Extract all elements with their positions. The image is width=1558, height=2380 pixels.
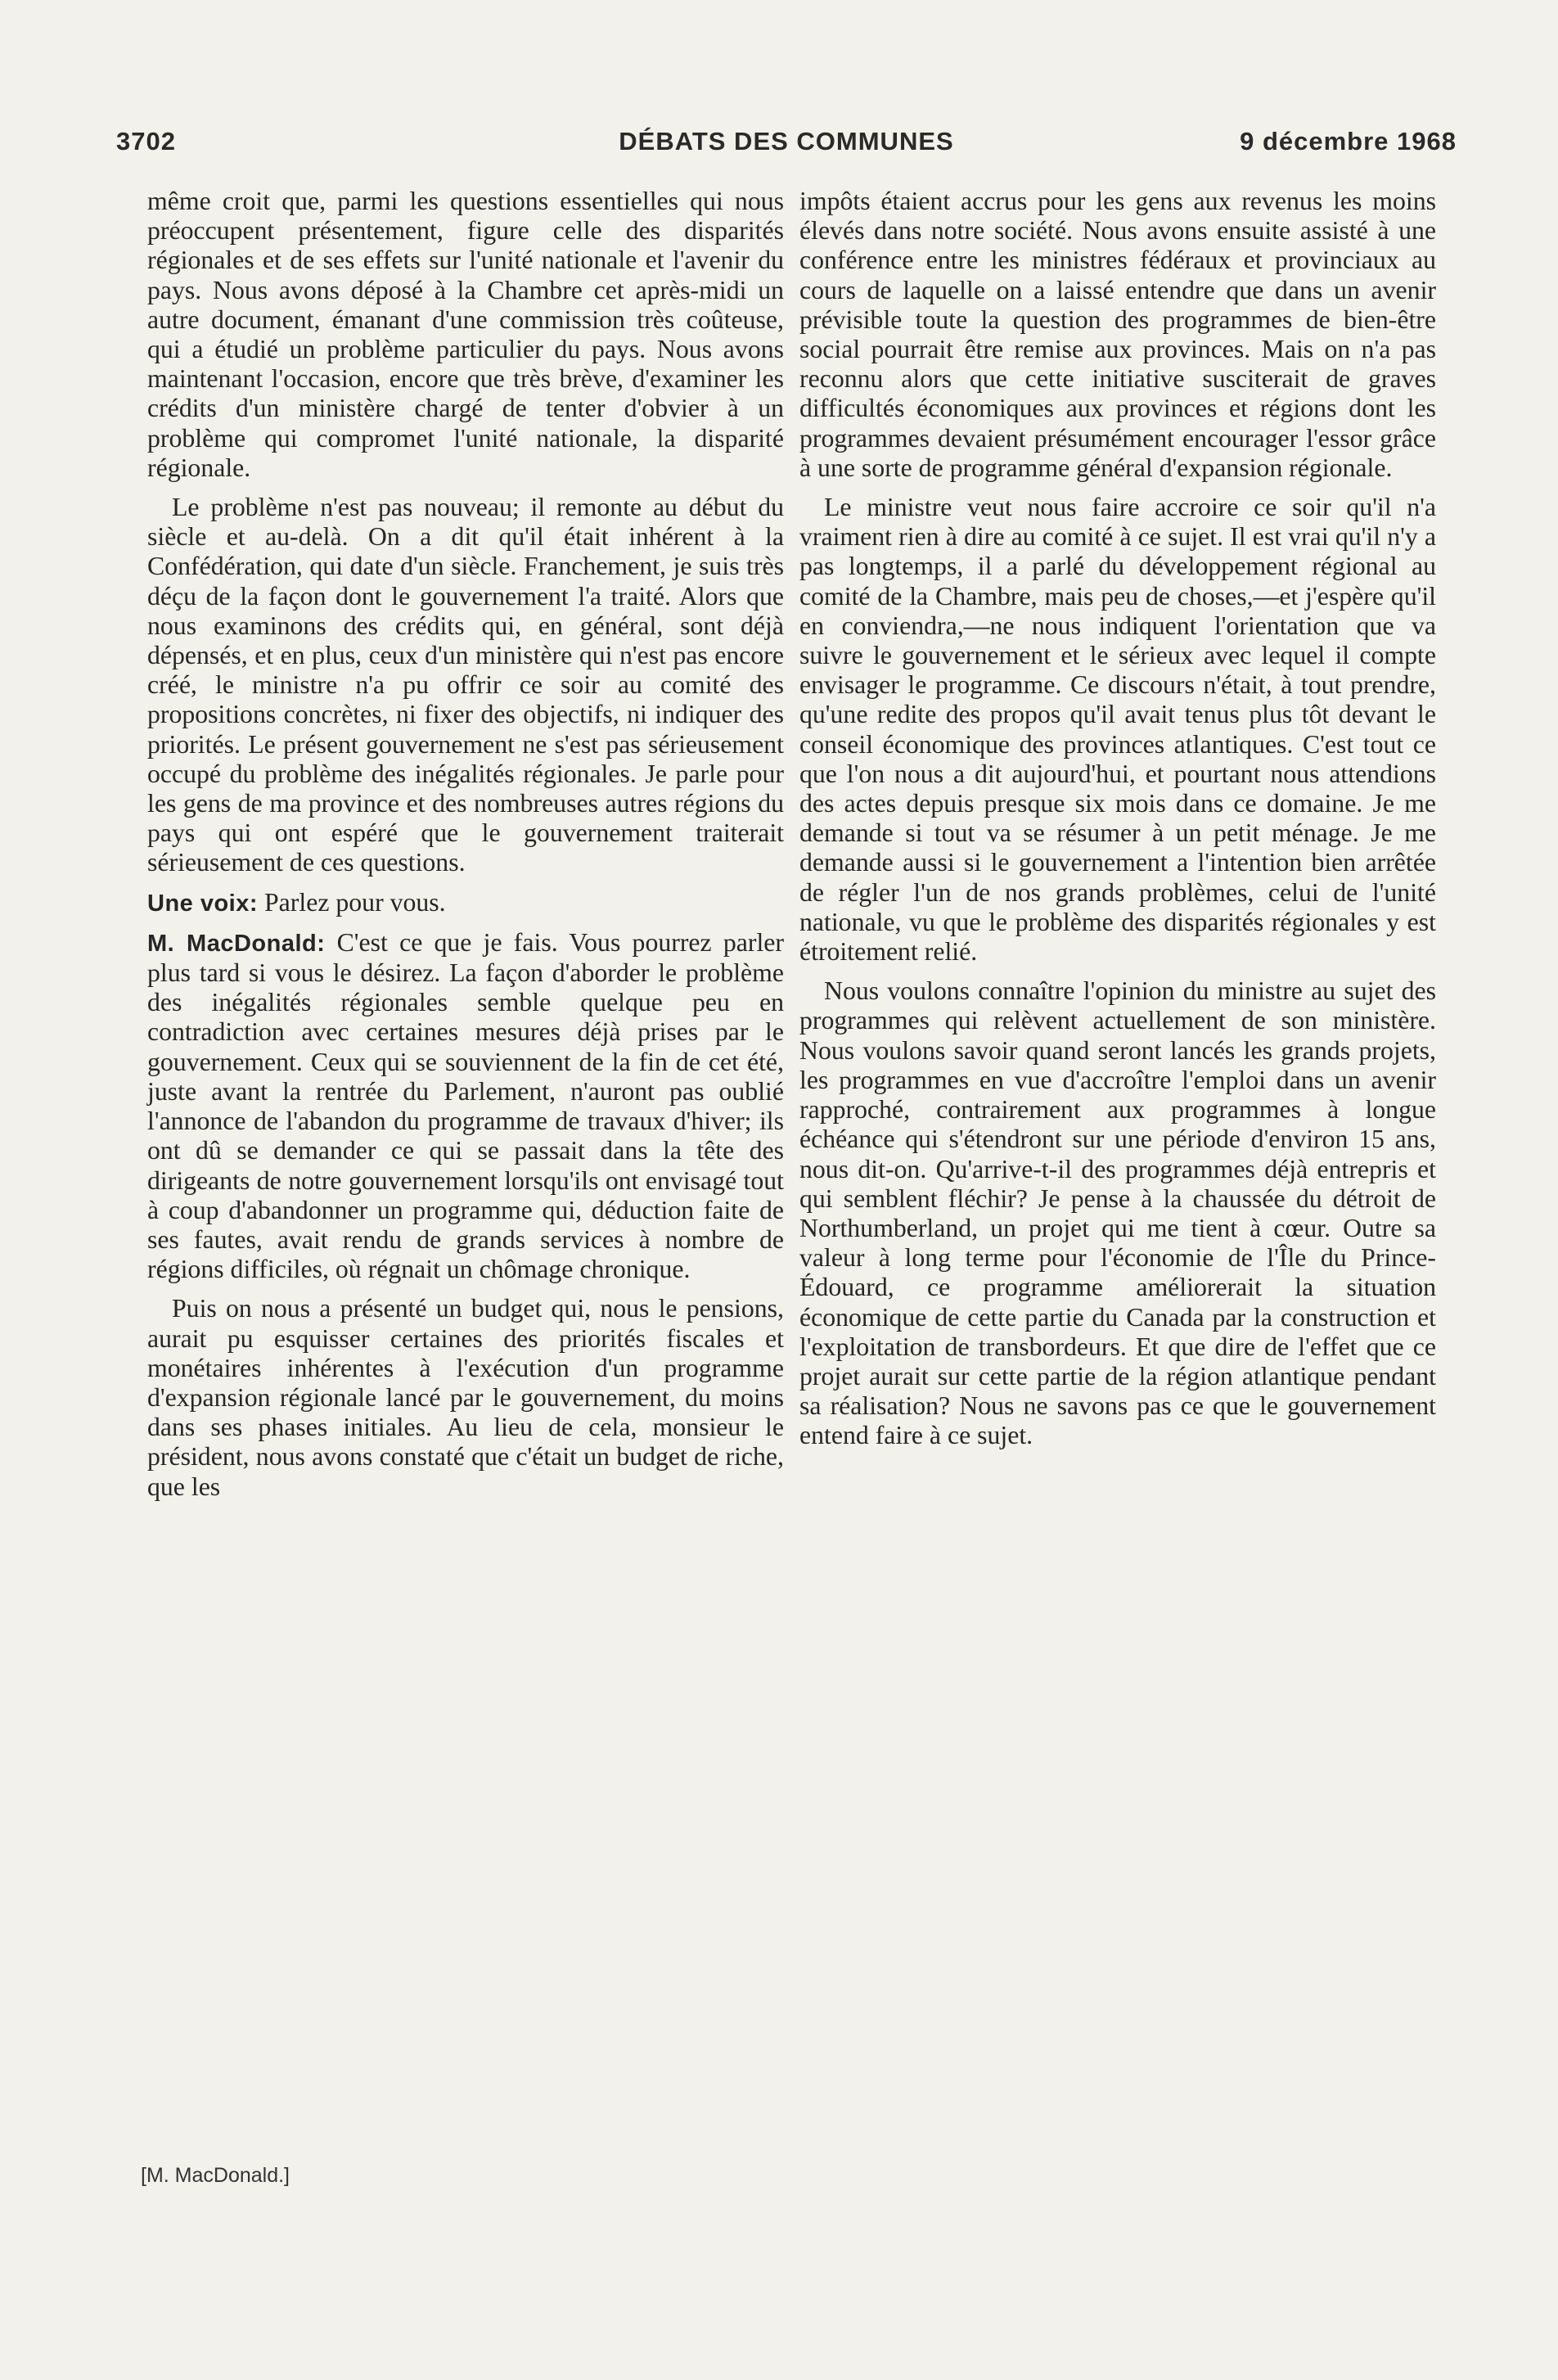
speech-text: C'est ce que je fais. Vous pourrez parler plus tard si vous le désirez. La façon d'aborder le problème des inégalités régionales semble quelque peu en contradiction avec certaines mesures déjà prises par le gouvernement. Ceux qui se souviennent de la fin de cet été, juste avant la rentrée du Parlement, n'auront pas oublié l'annonce de l'abandon du programme de travaux d'hiver; ils ont dû se demander ce qui se passait dans la tête des dirigeants de notre gouvernement lorsqu'ils ont envisagé tout à coup d'abandonner un programme qui, déduction faite de ses fautes, avait rendu de grands services à nombre de régions difficiles, où régnait un chômage chronique. <box>147 927 784 1284</box>
paragraph: impôts étaient accrus pour les gens aux revenus les moins élevés dans notre société. Nous avons ensuite assisté à une conférence entre les ministres fédéraux et provinciaux au cours de laquelle on a laissé entendre que dans un avenir prévisible toute la question des programmes de bien-être social pourrait être remise aux provinces. Mais on n'a pas reconnu alors que cette initiative susciterait de graves difficultés économiques aux provinces et régions dont les programmes devaient présumément encourager l'essor grâce à une sorte de programme général d'expansion régionale. <box>799 187 1436 482</box>
speaker-name: Une voix: <box>147 890 259 917</box>
left-column <box>147 187 784 1512</box>
paragraph: Puis on nous a présenté un budget qui, nous le pensions, aurait pu esquisser certaines des priorités fiscales et monétaires inhérentes à l'exécution d'un programme d'expansion régionale lancé par le gouvernement, du moins dans ses phases initiales. Au lieu de cela, monsieur le président, nous avons constaté que c'était un budget de riche, que les <box>147 1294 784 1501</box>
paragraph: Nous voulons connaître l'opinion du ministre au sujet des programmes qui relèvent actuellement de son ministère. Nous voulons savoir quand seront lancés les grands projets, les programmes en vue d'accroître l'emploi dans un avenir rapproché, contrairement aux programmes à longue échéance qui s'étendront sur une période d'environ 15 ans, nous dit-on. Qu'arrive-t-il des programmes déjà entrepris et qui semblent fléchir? Je pense à la chaussée du détroit de Northumberland, un projet qui me tient à cœur. Outre sa valeur à long terme pour l'économie de l'Île du Prince-Édouard, ce programme améliorerait la situation économique de cette partie du Canada par la construction et l'exploitation de transbordeurs. Et que dire de l'effet que ce projet aurait sur cette partie de la région atlantique pendant sa réalisation? Nous ne savons pas ce que le gouvernement entend faire à ce sujet. <box>799 976 1436 1450</box>
speaker-name: M. MacDonald: <box>147 930 326 957</box>
paragraph: même croit que, parmi les questions essentielles qui nous préoccupent présentement, figure celle des disparités régionales et de ses effets sur l'unité nationale et l'avenir du pays. Nous avons déposé à la Chambre cet après-midi un autre document, émanant d'une commission très coûteuse, qui a étudié un problème particulier du pays. Nous avons maintenant l'occasion, encore que très brève, d'examiner les crédits d'un ministère chargé de tenter d'obvier à un problème qui compromet l'unité nationale, la disparité régionale. <box>147 187 784 482</box>
speaker-footnote: [M. MacDonald.] <box>141 2164 290 2187</box>
page-date: 9 décembre 1968 <box>1240 127 1457 156</box>
paragraph: Le problème n'est pas nouveau; il remonte au début du siècle et au-delà. On a dit qu'il était inhérent à la Confédération, qui date d'un siècle. Franchement, je suis très déçu de la façon dont le gouvernement l'a traité. Alors que nous examinons des crédits qui, en général, sont déjà dépensés, et en plus, ceux d'un ministère qui n'est pas encore créé, le ministre n'a pu offrir ce soir au comité des propositions concrètes, ni fixer des objectifs, ni indiquer des priorités. Le présent gouvernement ne s'est pas sérieusement occupé du problème des inégalités régionales. Je parle pour les gens de ma province et des nombreuses autres régions du pays qui ont espéré que le gouvernement traiterait sérieusement de ces questions. <box>147 493 784 877</box>
publication-title: DÉBATS DES COMMUNES <box>619 127 954 156</box>
page-header <box>116 127 1457 168</box>
speech-text: Parlez pour vous. <box>258 887 446 917</box>
paragraph: Le ministre veut nous faire accroire ce soir qu'il n'a vraiment rien à dire au comité à ce sujet. Il est vrai qu'il n'y a pas longtemps, il a parlé du développement régional au comité de la Chambre, mais peu de choses,—et j'espère qu'il en conviendra,—ne nous indiquent l'orientation que va suivre le gouvernement et le sérieux avec lequel il compte envisager le programme. Ce discours n'était, à tout prendre, qu'une redite des propos qu'il avait tenus plus tôt devant le conseil économique des provinces atlantiques. C'est tout ce que l'on nous a dit aujourd'hui, et pourtant nous attendions des actes depuis presque six mois dans ce domaine. Je me demande si tout va se résumer à un petit ménage. Je me demande aussi si le gouvernement a l'intention bien arrêtée de régler l'un de nos grands problèmes, celui de l'unité nationale, vu que le problème des disparités régionales y est étroitement relié. <box>799 493 1436 967</box>
speech-paragraph <box>147 928 784 1284</box>
speech-paragraph <box>147 888 784 918</box>
page-number: 3702 <box>116 127 176 156</box>
right-column <box>799 187 1436 1461</box>
